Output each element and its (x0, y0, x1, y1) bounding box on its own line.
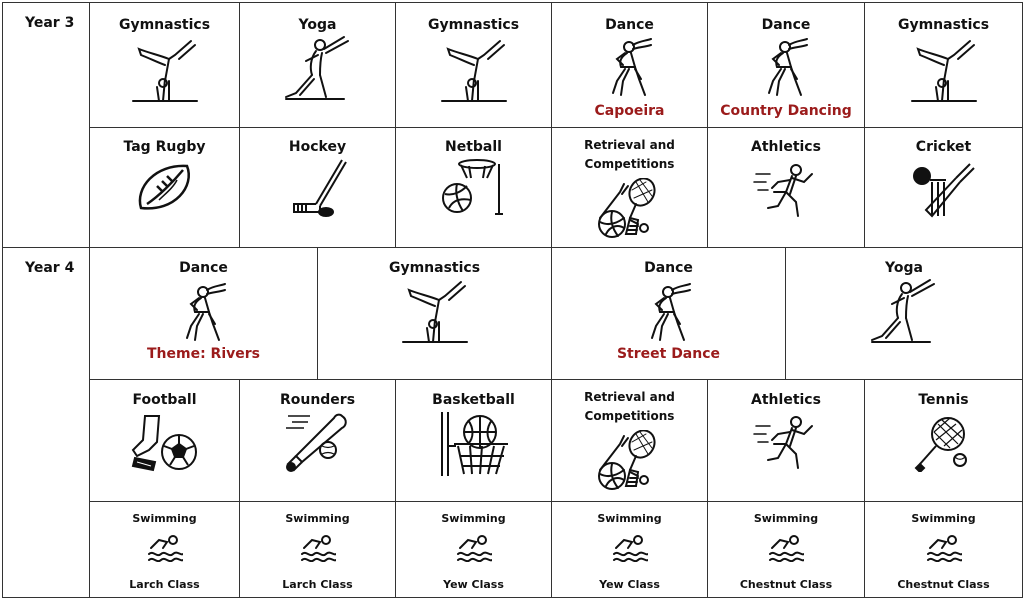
year3-r1-c5 (708, 2, 865, 128)
year4-r2-c3 (396, 380, 552, 502)
activity-subtitle: Capoeira (594, 103, 665, 119)
class-name: Yew Class (443, 578, 504, 591)
swimmer-icon (300, 532, 336, 562)
swimmer-icon (612, 532, 648, 562)
year3-label-cell (2, 2, 90, 248)
year3-r1-c6 (865, 2, 1023, 128)
class-name: Yew Class (599, 578, 660, 591)
year3-r1-c2 (240, 2, 396, 128)
year4-r1-c3 (552, 248, 786, 380)
swimmer-icon (926, 532, 962, 562)
title-line-2: Competitions (584, 157, 675, 171)
activity-title: Gymnastics (118, 17, 211, 33)
dancer-icon (605, 37, 655, 99)
activity-title: Netball (445, 139, 502, 155)
year3-r2-c5 (708, 128, 865, 248)
activity-title: Gymnastics (427, 17, 520, 33)
dancer-icon (179, 282, 229, 344)
rugby-ball-icon (133, 160, 197, 216)
swimmer-icon (147, 532, 183, 562)
class-name: Chestnut Class (897, 578, 990, 591)
class-name: Larch Class (129, 578, 200, 591)
hockey-stick-icon (286, 158, 350, 218)
dancer-icon (761, 37, 811, 99)
year3-r1-c1 (90, 2, 240, 128)
year4-swim-c1 (90, 502, 240, 598)
year3-r2-c3 (396, 128, 552, 248)
year3-r2-c6 (865, 128, 1023, 248)
year4-swim-c4 (552, 502, 708, 598)
year3-r2-c4 (552, 128, 708, 248)
activity-title (552, 388, 707, 426)
gymnast-icon (399, 280, 471, 348)
year4-swim-c6 (865, 502, 1023, 598)
year3-r1-c3 (396, 2, 552, 128)
year4-swim-c5 (708, 502, 865, 598)
activity-title: Gymnastics (897, 17, 990, 33)
title-line-1: Retrieval and (584, 138, 675, 152)
swimmer-icon (456, 532, 492, 562)
activity-subtitle: Theme: Rivers (146, 346, 260, 362)
yoga-icon (282, 35, 354, 103)
activity-title: Dance (644, 260, 693, 276)
activity-title: Swimming (911, 512, 976, 525)
activity-title: Tennis (918, 392, 969, 408)
activity-title: Athletics (751, 139, 821, 155)
runner-icon (752, 162, 820, 220)
class-name: Larch Class (282, 578, 353, 591)
football-icon (129, 414, 201, 476)
activity-title: Dance (605, 17, 654, 33)
swimmer-icon (768, 532, 804, 562)
activity-title: Swimming (753, 512, 819, 525)
gymnast-icon (438, 39, 510, 107)
year3-r1-c4 (552, 2, 708, 128)
gymnast-icon (129, 39, 201, 107)
year3-label: Year 3 (25, 15, 75, 31)
activity-title: Cricket (915, 139, 972, 155)
activity-title: Tag Rugby (123, 139, 206, 155)
runner-icon (752, 414, 820, 472)
dancer-icon (644, 282, 694, 344)
year4-r2-c4 (552, 380, 708, 502)
activity-title: Dance (761, 17, 811, 33)
year4-r2-c6 (865, 380, 1023, 502)
activity-title (552, 136, 707, 174)
year3-r2-c2 (240, 128, 396, 248)
activity-title: Swimming (597, 512, 662, 525)
sports-equipment-icon (596, 430, 664, 492)
year4-r2-c1 (90, 380, 240, 502)
activity-title: Swimming (132, 512, 197, 525)
activity-title: Swimming (441, 512, 506, 525)
year4-label-cell (2, 248, 90, 598)
sports-equipment-icon (596, 178, 664, 240)
title-line-1: Retrieval and (584, 390, 675, 404)
activity-title: Football (132, 392, 197, 408)
year4-r2-c2 (240, 380, 396, 502)
basketball-hoop-icon (438, 410, 510, 478)
rounders-bat-icon (284, 410, 352, 474)
year4-swim-c2 (240, 502, 396, 598)
year4-r2-c5 (708, 380, 865, 502)
activity-title: Hockey (288, 139, 347, 155)
activity-subtitle: Street Dance (616, 346, 721, 362)
year4-label: Year 4 (25, 260, 75, 276)
cricket-icon (912, 160, 976, 220)
class-name: Chestnut Class (739, 578, 833, 591)
gymnast-icon (908, 39, 980, 107)
activity-title: Dance (179, 260, 228, 276)
tennis-racket-icon (914, 414, 974, 472)
activity-subtitle: Country Dancing (720, 103, 852, 119)
year4-r1-c2 (318, 248, 552, 380)
yoga-icon (868, 278, 940, 346)
year3-r2-c1 (90, 128, 240, 248)
activity-title: Rounders (279, 392, 356, 408)
activity-title: Yoga (885, 260, 923, 276)
activity-title: Athletics (751, 392, 821, 408)
activity-title: Yoga (298, 17, 337, 33)
netball-hoop-icon (439, 158, 509, 218)
activity-title: Gymnastics (388, 260, 481, 276)
year4-r1-c1 (90, 248, 318, 380)
title-line-2: Competitions (584, 409, 675, 423)
year4-swim-c3 (396, 502, 552, 598)
year4-r1-c4 (786, 248, 1023, 380)
activity-title: Swimming (285, 512, 350, 525)
activity-title: Basketball (432, 392, 515, 408)
